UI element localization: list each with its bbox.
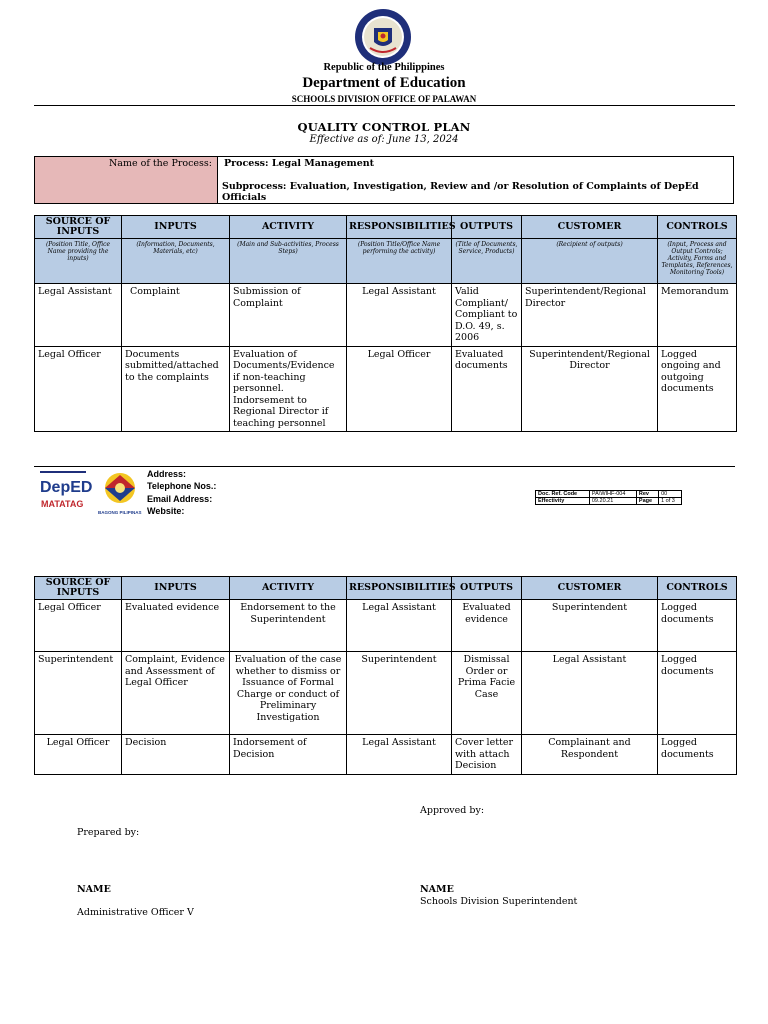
matatag-logo-text: MATATAG — [41, 499, 84, 509]
table-cell: Logged documents — [658, 600, 737, 652]
approver-name: NAME — [420, 884, 454, 895]
table-header-row — [35, 577, 737, 600]
col-header-activity: ACTIVITY — [230, 577, 347, 600]
table-cell: Legal Officer — [35, 346, 122, 432]
table-cell: Legal Assistant — [347, 735, 452, 775]
process-name: Process: Legal Management — [224, 158, 375, 169]
table-cell: Valid Compliant/ Compliant to D.O. 49, s. 2006 — [452, 284, 522, 347]
table-cell: Submission of Complaint — [230, 284, 347, 347]
col-header-responsibilities: RESPONSIBILITIES — [347, 577, 452, 600]
subprocess-name: Subprocess: Evaluation, Investigation, Review and /or Resolution of Complaints of DepEd Officials — [222, 181, 699, 203]
col-header-customer: CUSTOMER — [522, 216, 658, 239]
deped-logo-text: DepED — [40, 479, 93, 496]
table-cell: Legal Officer — [35, 600, 122, 652]
col-header-source: SOURCE OF INPUTS — [35, 216, 122, 239]
table-cell: Evaluation of the case whether to dismiss or Issuance of Formal Charge or conduct of Preliminary Investigation — [230, 652, 347, 735]
table-cell: Superintendent — [35, 652, 122, 735]
table-cell: Cover letter with attach Decision — [452, 735, 522, 775]
col-note: (Information, Documents, Materials, etc) — [122, 239, 230, 284]
table-header-row — [35, 216, 737, 239]
website-label: Website: — [147, 506, 185, 516]
doc-ref-code-value: PA\WIHF-004 — [589, 491, 636, 498]
preparer-title: Administrative Officer V — [77, 907, 194, 918]
col-header-activity: ACTIVITY — [230, 216, 347, 239]
table-cell: Superintendent/Regional Director — [522, 346, 658, 432]
col-note: (Input, Process and Output Controls; Activity, Forms and Templates, References, Monitoring Tools) — [658, 239, 737, 284]
table-cell: Dismissal Order or Prima Facie Case — [452, 652, 522, 735]
col-header-inputs: INPUTS — [122, 216, 230, 239]
col-note: (Position Title, Office Name providing the inputs) — [35, 239, 122, 284]
process-box — [34, 156, 734, 204]
table-cell: Complainant and Respondent — [522, 735, 658, 775]
table-cell: Endorsement to the Superintendent — [230, 600, 347, 652]
col-header-controls: CONTROLS — [658, 577, 737, 600]
document-reference-box — [535, 490, 682, 505]
table-cell: Documents submitted/attached to the complaints — [122, 346, 230, 432]
col-header-controls: CONTROLS — [658, 216, 737, 239]
email-label: Email Address: — [147, 494, 213, 504]
table-cell: Complaint — [122, 284, 230, 347]
preparer-name: NAME — [77, 884, 111, 895]
table-cell: Superintendent — [522, 600, 658, 652]
table-row — [35, 284, 737, 347]
page-value: 1 of 3 — [659, 498, 682, 505]
table-cell: Indorsement of Decision — [230, 735, 347, 775]
col-note: (Position Title/Office Name performing the activity) — [347, 239, 452, 284]
table-cell: Superintendent — [347, 652, 452, 735]
effectivity-label: Effectivity — [536, 498, 590, 505]
table-cell: Logged documents — [658, 735, 737, 775]
table-cell: Evaluated evidence — [452, 600, 522, 652]
telephone-label: Telephone Nos.: — [147, 481, 217, 491]
col-note: (Main and Sub-activities, Process Steps) — [230, 239, 347, 284]
address-label: Address: — [147, 469, 187, 479]
footer-divider — [34, 466, 735, 467]
col-note: (Recipient of outputs) — [522, 239, 658, 284]
table-cell: Legal Assistant — [522, 652, 658, 735]
table-cell: Memorandum — [658, 284, 737, 347]
page-label: Page — [636, 498, 658, 505]
rev-value: 00 — [659, 491, 682, 498]
approved-by-label: Approved by: — [420, 805, 485, 816]
doc-ref-code-label: Doc. Ref. Code — [536, 491, 590, 498]
quality-control-table-2 — [34, 576, 737, 775]
division-heading: SCHOOLS DIVISION OFFICE OF PALAWAN — [291, 94, 477, 104]
table-cell: Evaluated documents — [452, 346, 522, 432]
republic-heading: Republic of the Philippines — [323, 62, 445, 73]
col-header-outputs: OUTPUTS — [452, 216, 522, 239]
department-heading: Department of Education — [302, 75, 466, 91]
col-header-customer: CUSTOMER — [522, 577, 658, 600]
deped-seal-logo — [354, 8, 412, 66]
table-row — [35, 346, 737, 432]
col-header-inputs: INPUTS — [122, 577, 230, 600]
table-row — [35, 600, 737, 652]
table-cell: Logged documents — [658, 652, 737, 735]
quality-control-table-1 — [34, 215, 737, 432]
table-cell: Legal Officer — [347, 346, 452, 432]
table-subheader-row — [35, 239, 737, 284]
table-cell: Logged ongoing and outgoing documents — [658, 346, 737, 432]
table-cell: Legal Officer — [35, 735, 122, 775]
process-label: Name of the Process: — [35, 157, 218, 203]
col-header-source: SOURCE OF INPUTS — [35, 577, 122, 600]
col-header-outputs: OUTPUTS — [452, 577, 522, 600]
approver-title: Schools Division Superintendent — [420, 896, 578, 907]
effective-date: Effective as of: June 13, 2024 — [309, 134, 459, 145]
col-header-responsibilities: RESPONSIBILITIES — [347, 216, 452, 239]
table-cell: Legal Assistant — [347, 600, 452, 652]
table-cell: Evaluation of Documents/Evidence if non-teaching personnel. Indorsement to Regional Director if teaching personnel — [230, 346, 347, 432]
prepared-by-label: Prepared by: — [77, 827, 140, 838]
effectivity-value: 09.20.21 — [589, 498, 636, 505]
bagong-pilipinas-logo-text: BAGONG PILIPINAS — [98, 510, 142, 515]
table-cell: Superintendent/Regional Director — [522, 284, 658, 347]
table-cell: Legal Assistant — [347, 284, 452, 347]
table-cell: Complaint, Evidence and Assessment of Legal Officer — [122, 652, 230, 735]
deped-matatag-logos — [40, 470, 144, 516]
col-note: (Title of Documents, Service, Products) — [452, 239, 522, 284]
document-title: QUALITY CONTROL PLAN — [297, 120, 471, 134]
table-cell: Legal Assistant — [35, 284, 122, 347]
table-cell: Decision — [122, 735, 230, 775]
rev-label: Rev — [636, 491, 658, 498]
table-row — [35, 735, 737, 775]
header-divider — [34, 105, 735, 106]
table-cell: Evaluated evidence — [122, 600, 230, 652]
table-row — [35, 652, 737, 735]
